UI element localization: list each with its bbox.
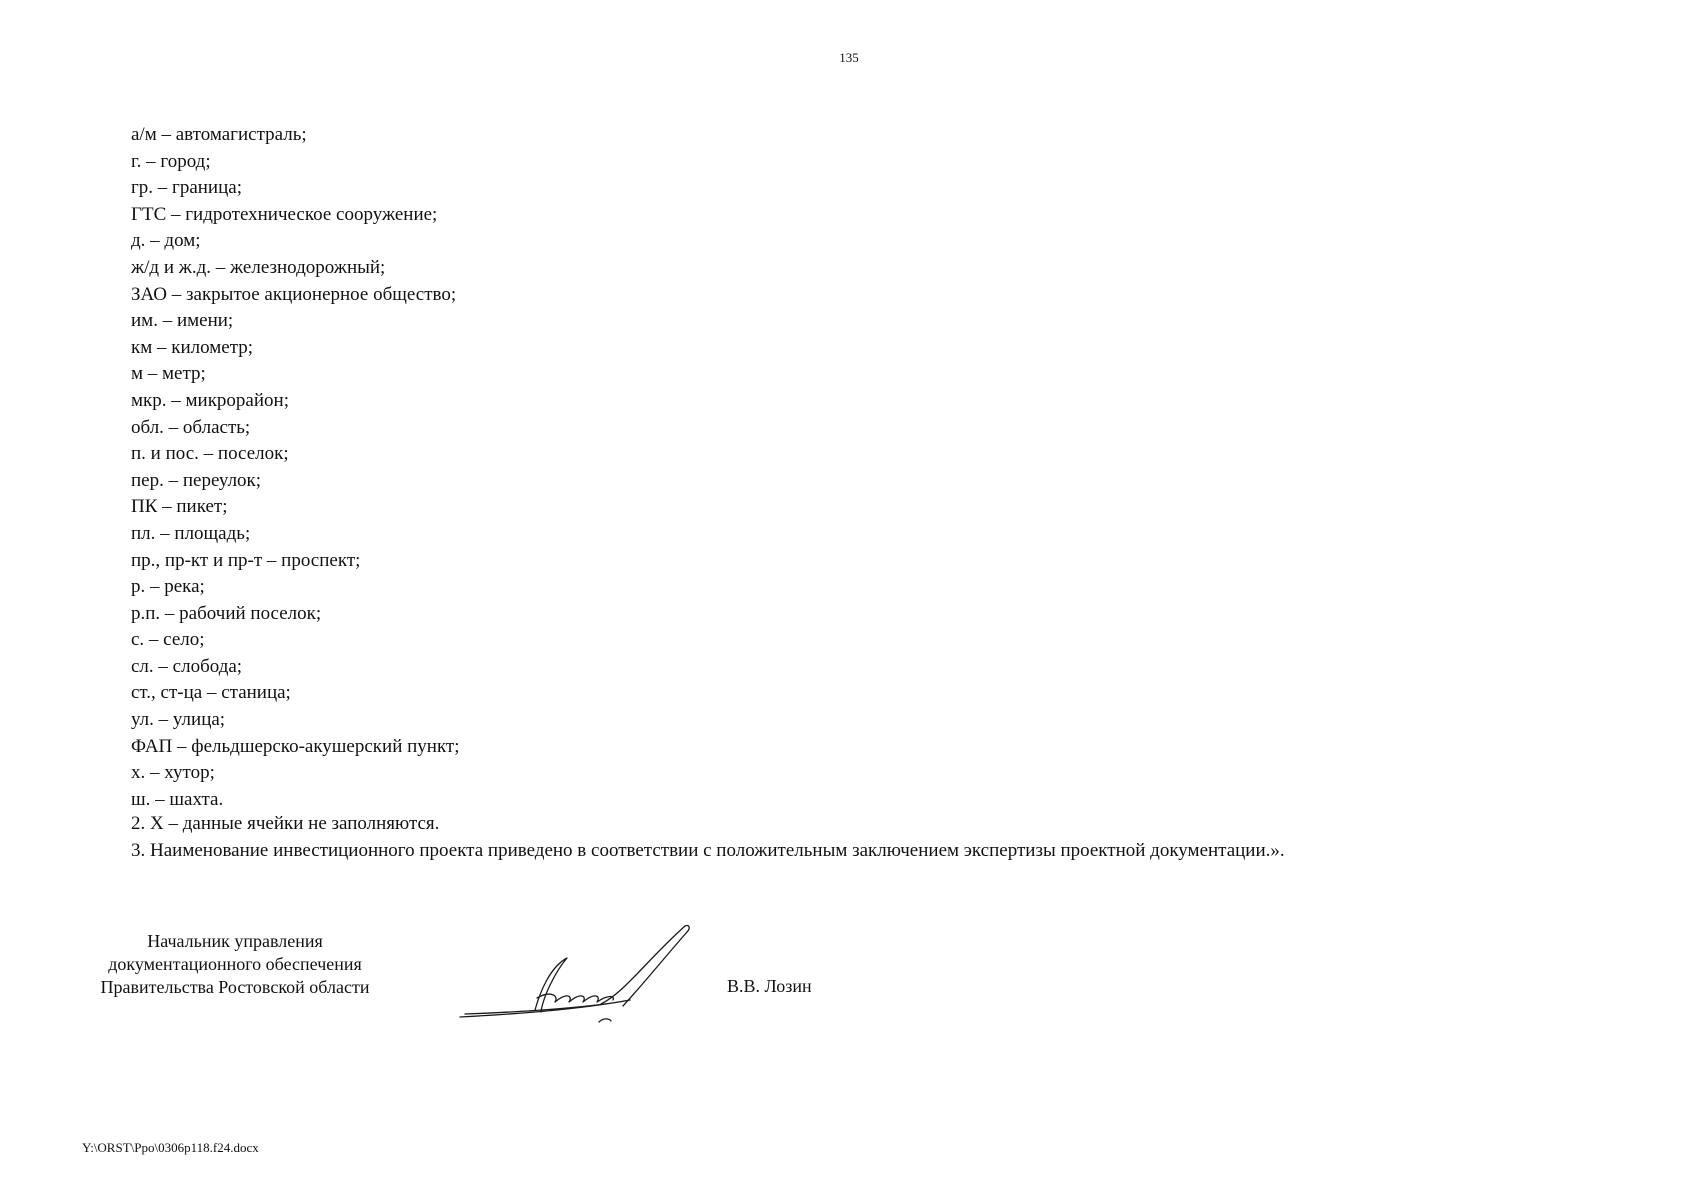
abbreviation-item: пер. – переулок; (131, 469, 262, 491)
position-line: Правительства Ростовской области (100, 977, 370, 997)
position-line: Начальник управления (147, 931, 323, 951)
file-path: Y:\ORST\Ppo\0306p118.f24.docx (82, 1140, 259, 1155)
abbreviation-item: ж/д и ж.д. – железнодорожный; (131, 256, 386, 278)
note-item: 2. Х – данные ячейки не заполняются. (131, 813, 440, 834)
abbreviation-item: ГТС – гидротехническое сооружение; (131, 203, 438, 225)
abbreviation-item: х. – хутор; (131, 762, 215, 784)
abbreviation-item: г. – город; (131, 150, 211, 172)
abbreviation-item: гр. – граница; (131, 177, 242, 199)
abbreviation-item: им. – имени; (131, 310, 234, 332)
abbreviation-item: пр., пр-кт и пр-т – проспект; (131, 549, 361, 571)
abbreviation-item: ул. – улица; (131, 709, 226, 731)
abbreviation-item: ФАП – фельдшерско-акушерский пункт; (131, 735, 460, 757)
abbreviation-item: п. и пос. – поселок; (131, 443, 289, 465)
abbreviation-item: ЗАО – закрытое акционерное общество; (131, 283, 457, 305)
abbreviation-item: р.п. – рабочий поселок; (131, 602, 322, 624)
abbreviation-item: м – метр; (131, 363, 206, 385)
abbreviation-item: сл. – слобода; (131, 655, 243, 677)
abbreviation-item: км – километр; (131, 336, 254, 358)
notes (131, 811, 1285, 864)
abbreviation-item: ст., ст-ца – станица; (131, 682, 291, 704)
abbreviation-item: а/м – автомагистраль; (131, 124, 307, 145)
abbreviation-list (131, 122, 460, 813)
abbreviation-item: д. – дом; (131, 230, 201, 252)
abbreviation-item: обл. – область; (131, 416, 251, 438)
abbreviation-item: пл. – площадь; (131, 522, 251, 544)
abbreviation-item: ш. – шахта. (131, 788, 224, 810)
signatory-position (70, 930, 400, 999)
abbreviation-item: с. – село; (131, 629, 205, 651)
note-item: 3. Наименование инвестиционного проекта приведено в соответствии с положительным заключением экспертизы проектной документации.». (131, 839, 1285, 861)
abbreviation-item: ПК – пикет; (131, 496, 228, 518)
page-number: 135 (839, 50, 859, 65)
abbreviation-item: мкр. – микрорайон; (131, 389, 289, 411)
signer-name: В.В. Лозин (727, 976, 812, 996)
abbreviation-item: р. – река; (131, 576, 205, 598)
position-line: документационного обеспечения (108, 954, 362, 974)
handwritten-signature (455, 922, 695, 1032)
